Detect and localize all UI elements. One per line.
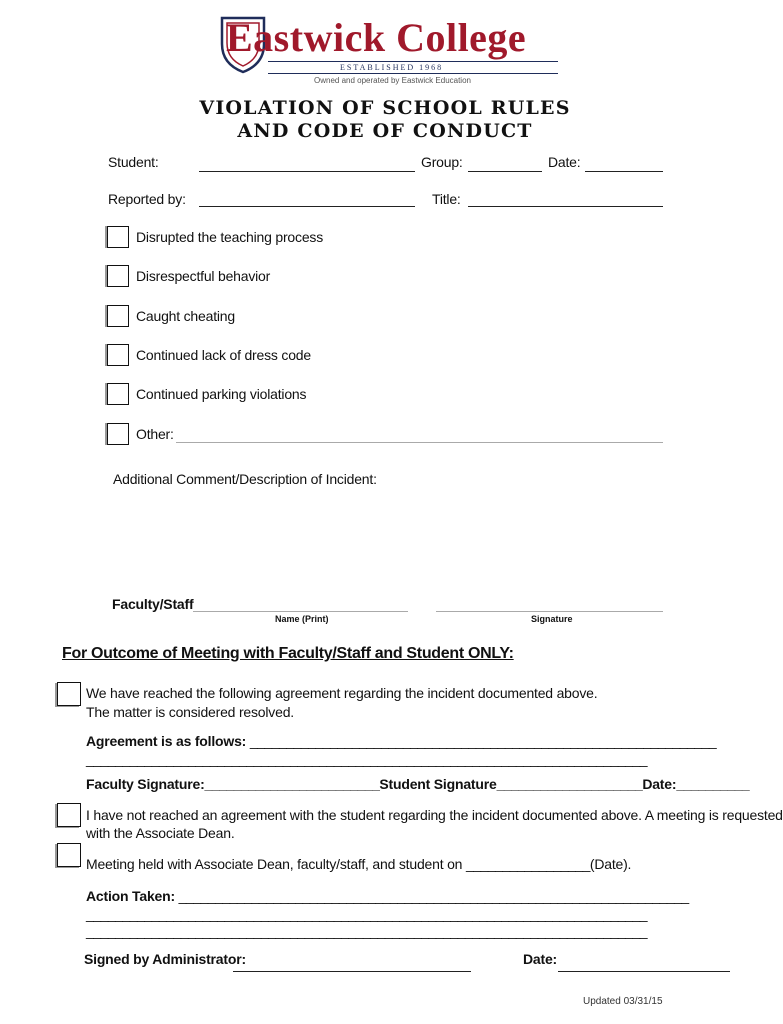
- violation-checkbox[interactable]: [107, 265, 129, 287]
- title-field[interactable]: [468, 206, 663, 207]
- comment-label: Additional Comment/Description of Incident:: [113, 471, 377, 487]
- group-label: Group:: [421, 154, 463, 170]
- violation-label: Disrespectful behavior: [136, 268, 271, 284]
- resolved-checkbox[interactable]: [57, 682, 81, 706]
- admin-signature-field[interactable]: [233, 971, 471, 972]
- faculty-signature-label: Faculty Signature:: [86, 776, 205, 792]
- outcome-date-label: Date:: [642, 776, 677, 792]
- student-field[interactable]: [199, 171, 415, 172]
- other-field[interactable]: [176, 442, 663, 443]
- faculty-signature-field[interactable]: [436, 611, 663, 612]
- outcome-date-field[interactable]: __________: [676, 776, 750, 792]
- not-reached-text-line2: with the Associate Dean.: [86, 825, 235, 841]
- logo-established: ESTABLISHED 1968: [340, 63, 444, 72]
- updated-date: Updated 03/31/15: [583, 996, 663, 1007]
- form-title-line1: VIOLATION OF SCHOOL RULES: [199, 97, 571, 119]
- violation-label: Continued lack of dress code: [136, 347, 311, 363]
- agreement-field-2[interactable]: _____________________________________________________________________________: [86, 751, 648, 767]
- violation-label: Disrupted the teaching process: [136, 229, 323, 245]
- not-reached-checkbox[interactable]: [57, 803, 81, 827]
- student-label: Student:: [108, 154, 159, 170]
- action-field-2[interactable]: _____________________________________________________________________________: [86, 906, 648, 922]
- violation-label-other: Other:: [136, 426, 174, 442]
- admin-date-field[interactable]: [558, 971, 730, 972]
- resolved-text-line2: The matter is considered resolved.: [86, 704, 294, 720]
- meeting-checkbox[interactable]: [57, 843, 81, 867]
- signature-caption: Signature: [531, 614, 573, 624]
- name-print-caption: Name (Print): [275, 614, 329, 624]
- violation-checkbox[interactable]: [107, 305, 129, 327]
- signature-row: [86, 776, 750, 792]
- logo-rule: [268, 61, 558, 62]
- form-title-line2: AND CODE OF CONDUCT: [237, 120, 533, 142]
- comment-area[interactable]: [113, 492, 663, 592]
- student-signature-label: Student Signature: [379, 776, 497, 792]
- agreement-label: Agreement is as follows:: [86, 733, 247, 749]
- violation-checkbox[interactable]: [107, 383, 129, 405]
- title-label: Title:: [432, 191, 461, 207]
- reported-by-label: Reported by:: [108, 191, 186, 207]
- violation-label: Continued parking violations: [136, 386, 307, 402]
- faculty-name-field[interactable]: [193, 611, 408, 612]
- logo-wordmark: Eastwick College: [226, 15, 527, 60]
- resolved-text-line1: We have reached the following agreement regarding the incident documented above.: [86, 685, 598, 701]
- action-label: Action Taken:: [86, 888, 175, 904]
- meeting-text: Meeting held with Associate Dean, faculty/staff, and student on: [86, 856, 463, 872]
- date-field[interactable]: [585, 171, 663, 172]
- action-field[interactable]: ______________________________________________________________________: [178, 888, 689, 904]
- agreement-row: [86, 733, 718, 749]
- action-row: [86, 888, 718, 904]
- violation-checkbox[interactable]: [107, 423, 129, 445]
- violation-checkbox[interactable]: [107, 344, 129, 366]
- meeting-row: [86, 856, 631, 872]
- meeting-date-field[interactable]: _________________: [465, 856, 590, 872]
- reported-by-field[interactable]: [199, 206, 415, 207]
- agreement-field[interactable]: ________________________________________________________________: [249, 733, 717, 749]
- meeting-date-suffix: (Date).: [589, 856, 632, 872]
- admin-date-label: Date:: [523, 951, 558, 967]
- faculty-label: Faculty/Staff: [112, 596, 194, 612]
- student-signature-field[interactable]: ____________________: [496, 776, 643, 792]
- group-field[interactable]: [468, 171, 542, 172]
- outcome-heading: For Outcome of Meeting with Faculty/Staff and Student ONLY:: [62, 645, 514, 662]
- not-reached-text-line1: I have not reached an agreement with the student regarding the incident documented above. A meeting is requested: [86, 807, 783, 823]
- logo-rule-2: [268, 73, 558, 74]
- violation-checkbox[interactable]: [107, 226, 129, 248]
- date-label: Date:: [548, 154, 581, 170]
- action-field-3[interactable]: _____________________________________________________________________________: [86, 923, 648, 939]
- violation-label: Caught cheating: [136, 308, 235, 324]
- logo-tagline: Owned and operated by Eastwick Education: [314, 76, 471, 85]
- faculty-signature-field[interactable]: ________________________: [204, 776, 380, 792]
- admin-label: Signed by Administrator:: [84, 951, 246, 967]
